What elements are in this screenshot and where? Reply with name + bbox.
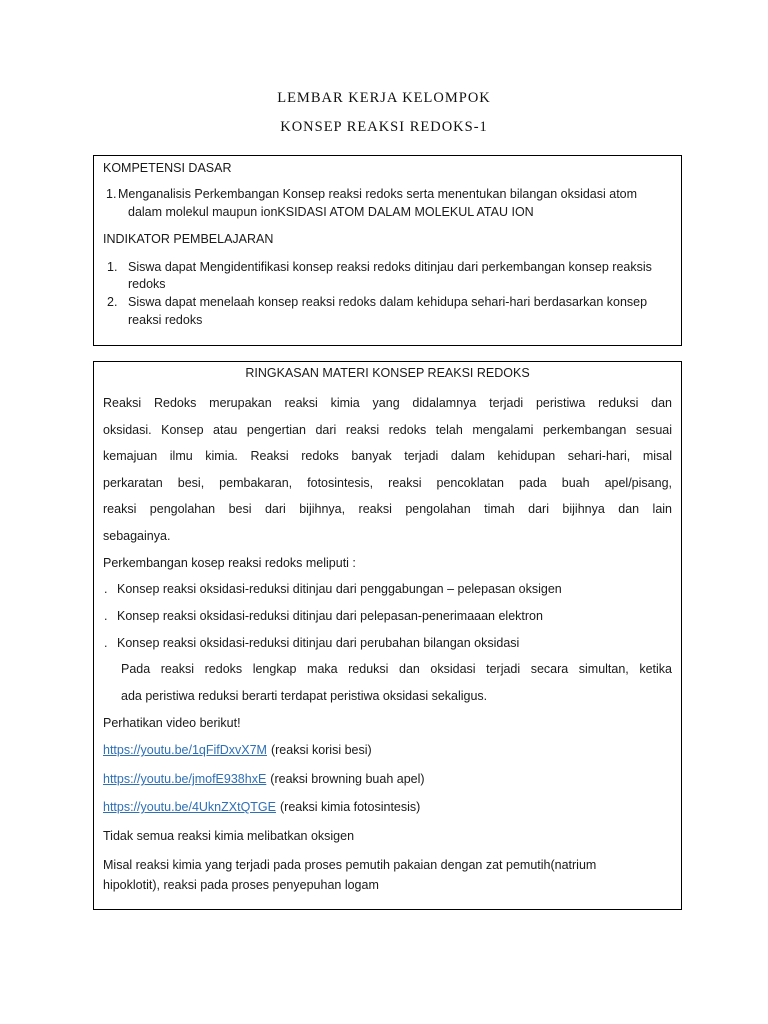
kompetensi-indikator-box — [93, 155, 682, 346]
video-caption: (reaksi kimia fotosintesis) — [280, 800, 421, 814]
paragraph-line: kemajuan ilmu kimia. Reaksi redoks banyak terjadi dalam kehidupan sehari-hari, misal — [103, 449, 672, 463]
indikator-item-line: Siswa dapat menelaah konsep reaksi redoks dalam kehidupa sehari-hari berdasarkan konsep — [128, 295, 648, 309]
video-caption: (reaksi korisi besi) — [270, 743, 372, 757]
video-row — [103, 770, 672, 788]
bullet-marker: . — [104, 636, 108, 650]
bullet-item: Konsep reaksi oksidasi-reduksi ditinjau dari perubahan bilangan oksidasi — [117, 636, 520, 650]
video-row — [103, 798, 672, 816]
video-prompt: Perhatikan video berikut! — [103, 716, 241, 730]
simultan-line: ada peristiwa reduksi berarti terdapat peristiwa oksidasi sekaligus. — [121, 689, 488, 703]
ringkasan-heading: RINGKASAN MATERI KONSEP REAKSI REDOKS — [245, 366, 530, 380]
paragraph-line: perkaratan besi, pembakaran, fotosintesis, reaksi pencoklatan pada buah apel/pisang, — [103, 476, 672, 490]
indikator-item-line: redoks — [128, 277, 166, 291]
indikator-item-number: 1. — [107, 260, 118, 274]
paragraph-line: sebagainya. — [103, 529, 171, 543]
kompetensi-item-line: dalam molekul maupun ionKSIDASI ATOM DALAM MOLEKUL ATAU ION — [128, 205, 534, 219]
video-link[interactable]: https://youtu.be/4UknZXtQTGE — [103, 800, 276, 814]
video-link[interactable]: https://youtu.be/jmofE938hxE — [103, 772, 267, 786]
paragraph-line: reaksi pengolahan besi dari bijihnya, reaksi pengolahan timah dari bijihnya dan lain — [103, 502, 672, 516]
kompetensi-heading: KOMPETENSI DASAR — [103, 161, 232, 175]
kompetensi-item-line: Menganalisis Perkembangan Konsep reaksi redoks serta menentukan bilangan oksidasi atom — [118, 187, 638, 201]
example-line: hipoklotit), reaksi pada proses penyepuhan logam — [103, 878, 379, 892]
bullet-item: Konsep reaksi oksidasi-reduksi ditinjau dari penggabungan – pelepasan oksigen — [117, 582, 562, 596]
indikator-item-number: 2. — [107, 295, 118, 309]
video-row — [103, 741, 672, 759]
paragraph-line: Reaksi Redoks merupakan reaksi kimia yang didalamnya terjadi peristiwa reduksi dan — [103, 396, 672, 410]
bullet-marker: . — [104, 582, 108, 596]
bullet-marker: . — [104, 609, 108, 623]
video-link[interactable]: https://youtu.be/1qFifDxvX7M — [103, 743, 267, 757]
indikator-item-line: reaksi redoks — [128, 313, 203, 327]
note-text: Tidak semua reaksi kimia melibatkan oksigen — [103, 829, 355, 843]
bullet-item: Konsep reaksi oksidasi-reduksi ditinjau dari pelepasan-penerimaaan elektron — [117, 609, 543, 623]
video-caption: (reaksi browning buah apel) — [270, 772, 425, 786]
simultan-line: Pada reaksi redoks lengkap maka reduksi dan oksidasi terjadi secara simultan, ketika — [121, 662, 672, 676]
document-subtitle: KONSEP REAKSI REDOKS-1 — [280, 119, 488, 135]
ringkasan-materi-box — [93, 361, 682, 910]
kompetensi-item-number: 1. — [106, 187, 117, 201]
perkembangan-intro: Perkembangan kosep reaksi redoks meliputi : — [103, 556, 356, 570]
example-line: Misal reaksi kimia yang terjadi pada proses pemutih pakaian dengan zat pemutih(natrium — [103, 858, 597, 872]
document-title: LEMBAR KERJA KELOMPOK — [277, 90, 491, 106]
indikator-heading: INDIKATOR PEMBELAJARAN — [103, 232, 274, 246]
indikator-item-line: Siswa dapat Mengidentifikasi konsep reaksi redoks ditinjau dari perkembangan konsep reaksis — [128, 260, 652, 274]
paragraph-line: oksidasi. Konsep atau pengertian dari reaksi redoks telah mengalami perkembangan sesuai — [103, 423, 672, 437]
